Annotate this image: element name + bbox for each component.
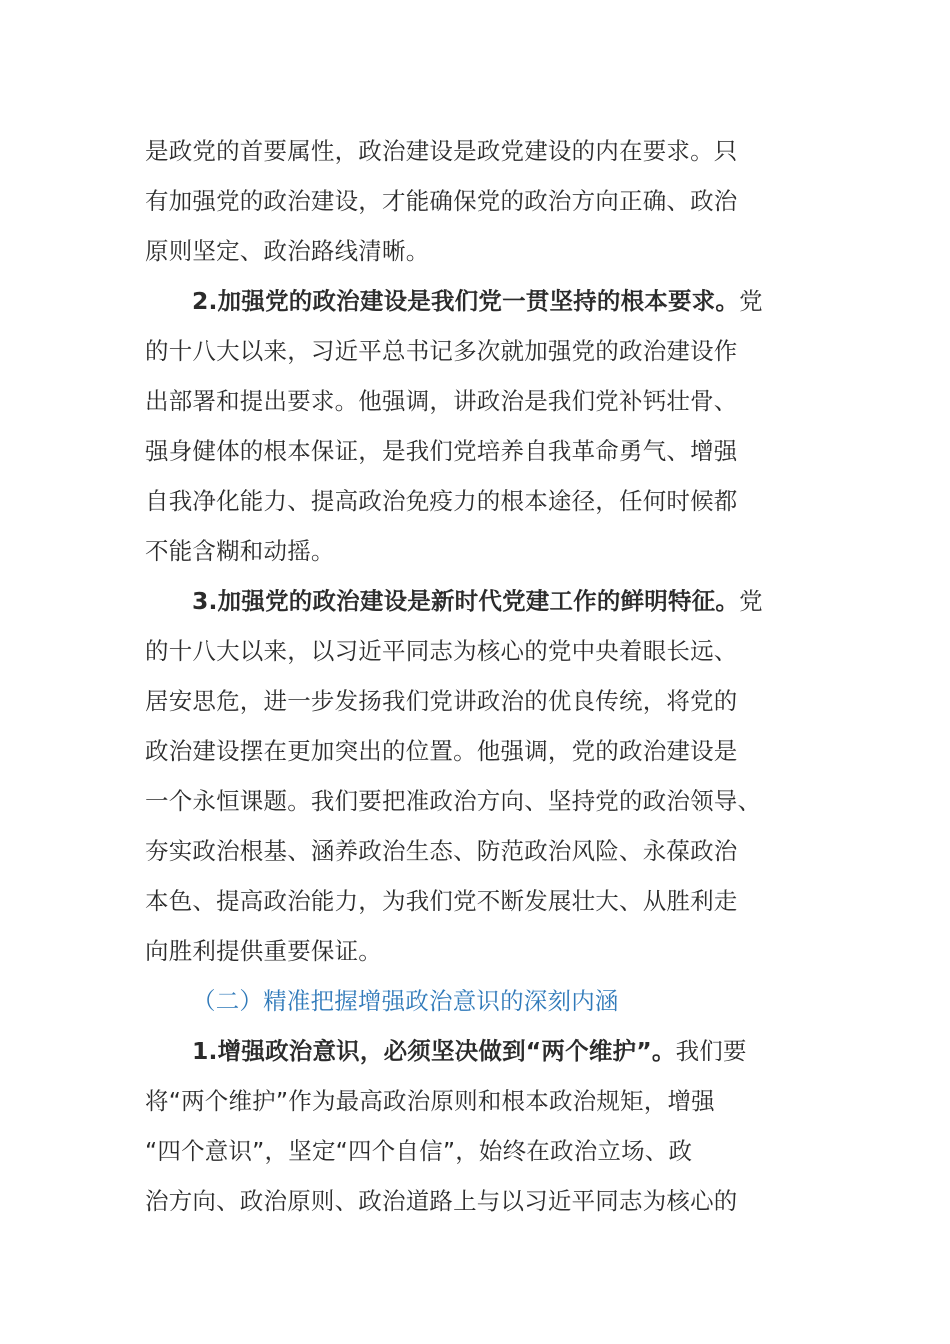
text-run: 党	[739, 587, 763, 615]
text-line: 夯实政治根基、涵养政治生态、防范政治风险、永葆政治	[145, 837, 738, 865]
text-line: 自我净化能力、提高政治免疫力的根本途径，任何时候都	[145, 487, 738, 515]
paragraph-first-line	[145, 576, 805, 626]
text-line: 是政党的首要属性，政治建设是政党建设的内在要求。只	[145, 137, 738, 165]
paragraph-1	[145, 126, 805, 276]
text-line: 一个永恒课题。我们要把准政治方向、坚持党的政治领导、	[145, 787, 762, 815]
text-run: 党	[739, 287, 763, 315]
paragraph-first-line	[145, 1026, 805, 1076]
text-line: 政治建设摆在更加突出的位置。他强调，党的政治建设是	[145, 737, 738, 765]
paragraph-3	[145, 576, 805, 976]
text-line: 居安思危，进一步发扬我们党讲政治的优良传统，将党的	[145, 687, 738, 715]
text-line: 的十八大以来，习近平总书记多次就加强党的政治建设作	[145, 337, 738, 365]
text-line: 治方向、政治原则、政治道路上与以习近平同志为核心的	[145, 1187, 738, 1215]
section-heading: （二）精准把握增强政治意识的深刻内涵	[192, 987, 619, 1015]
text-line: 强身健体的根本保证，是我们党培养自我革命勇气、增强	[145, 437, 738, 465]
text-line: 有加强党的政治建设，才能确保党的政治方向正确、政治	[145, 187, 738, 215]
paragraph-heading: 3.加强党的政治建设是新时代党建工作的鲜明特征。	[192, 587, 740, 615]
paragraph-2	[145, 276, 805, 576]
paragraph-heading: 1.增强政治意识，必须坚决做到“两个维护”。	[192, 1037, 676, 1065]
text-line: 原则坚定、政治路线清晰。	[145, 237, 430, 265]
document-body	[145, 126, 805, 1226]
text-line: “四个意识”，坚定“四个自信”，始终在政治立场、政	[145, 1137, 693, 1165]
text-line: 不能含糊和动摇。	[145, 537, 335, 565]
paragraph-first-line	[145, 276, 805, 326]
paragraph-4	[145, 1026, 805, 1226]
text-run: 我们要	[675, 1037, 747, 1065]
text-line: 本色、提高政治能力，为我们党不断发展壮大、从胜利走	[145, 887, 738, 915]
text-line: 出部署和提出要求。他强调，讲政治是我们党补钙壮骨、	[145, 387, 738, 415]
text-line: 向胜利提供重要保证。	[145, 937, 382, 965]
text-line: 的十八大以来，以习近平同志为核心的党中央着眼长远、	[145, 637, 738, 665]
text-line: 将“两个维护”作为最高政治原则和根本政治规矩，增强	[145, 1087, 715, 1115]
paragraph-heading: 2.加强党的政治建设是我们党一贯坚持的根本要求。	[192, 287, 740, 315]
